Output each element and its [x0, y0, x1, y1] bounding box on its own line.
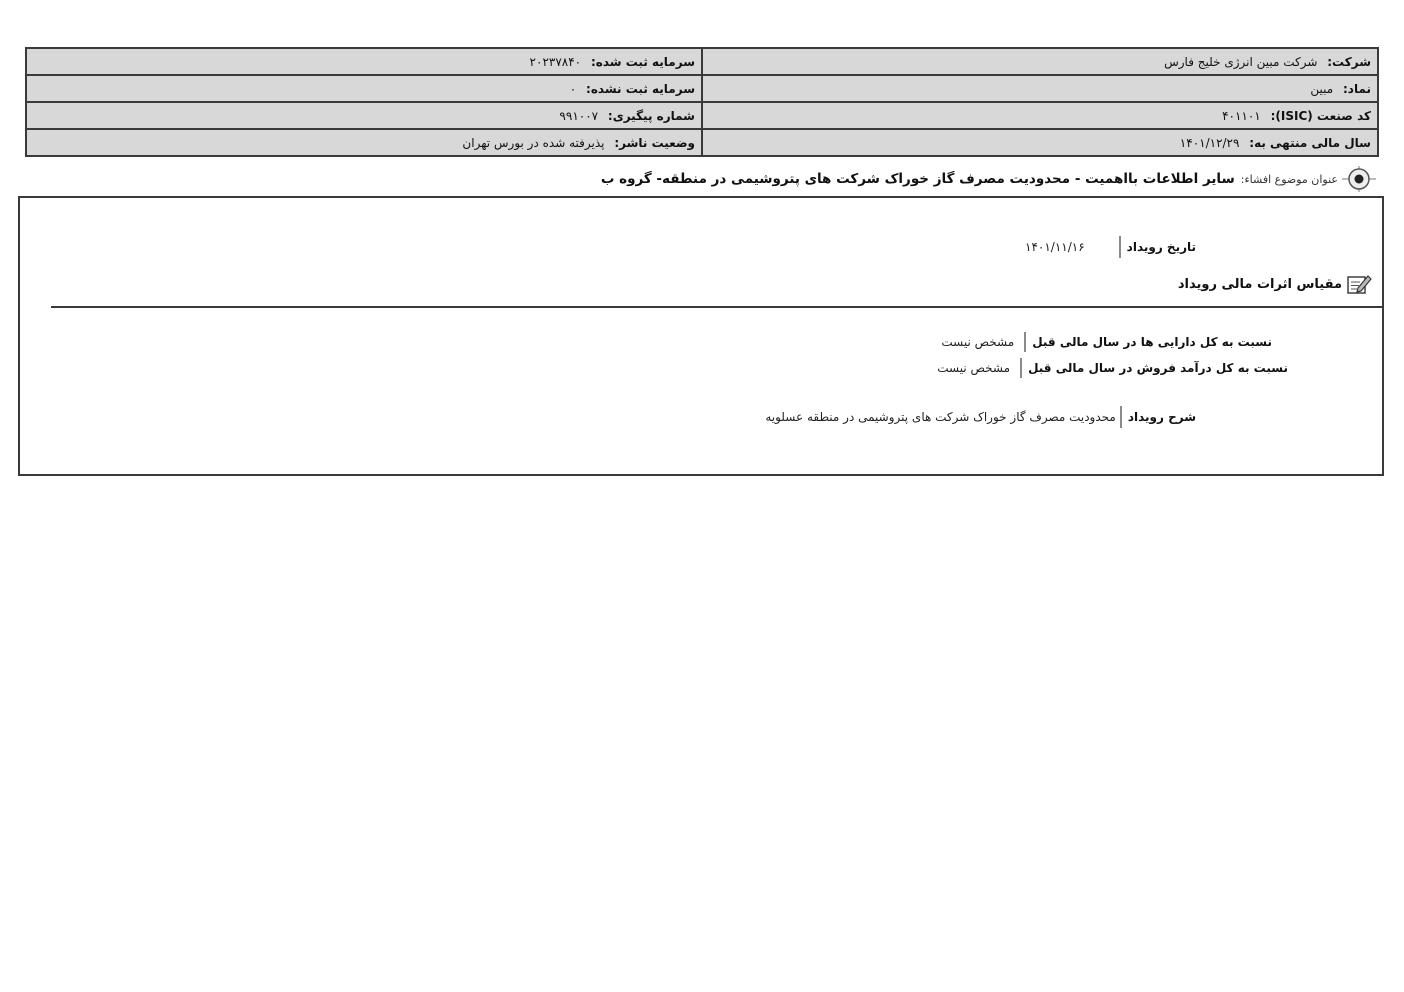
subject-label: عنوان موضوع افشاء:	[1240, 172, 1338, 186]
publisher-status-cell	[26, 129, 702, 156]
section-title-text: مقیاس اثرات مالی رویداد	[1177, 276, 1342, 292]
financial-impact-section-title	[1178, 272, 1372, 296]
info-row	[26, 48, 1378, 75]
revenue-ratio-value: مشخص نیست	[937, 361, 1011, 375]
unregistered-capital-value: ۰	[569, 81, 577, 96]
unregistered-capital-label: سرمایه ثبت نشده:	[586, 81, 695, 96]
symbol-cell	[702, 75, 1378, 102]
fiscal-year-label: سال مالی منتهی به:	[1249, 135, 1371, 150]
revenue-ratio-row	[937, 358, 1288, 378]
section-divider	[51, 306, 1382, 308]
event-date-value: ۱۴۰۱/۱۱/۱۶	[1025, 240, 1085, 254]
info-row	[26, 129, 1378, 156]
isic-value: ۴۰۱۱۰۱	[1222, 108, 1261, 123]
company-label: شرکت:	[1327, 54, 1371, 69]
event-description-label: شرح رویداد	[1127, 410, 1196, 424]
isic-cell	[702, 102, 1378, 129]
publisher-status-label: وضعیت ناشر:	[614, 135, 695, 150]
assets-ratio-row	[941, 332, 1272, 352]
info-row	[26, 75, 1378, 102]
fiscal-year-cell	[702, 129, 1378, 156]
revenue-ratio-label: نسبت به کل درآمد فروش در سال مالی قبل	[1028, 361, 1288, 375]
edit-icon	[1346, 272, 1372, 296]
tracking-value: ۹۹۱۰۰۷	[559, 108, 599, 123]
field-separator	[1119, 236, 1121, 258]
company-info-table	[25, 47, 1379, 157]
registered-capital-label: سرمایه ثبت شده:	[590, 54, 695, 69]
event-panel	[18, 196, 1384, 476]
unregistered-capital-cell	[26, 75, 702, 102]
assets-ratio-value: مشخص نیست	[941, 335, 1015, 349]
registered-capital-cell	[26, 48, 702, 75]
assets-ratio-label: نسبت به کل دارایی ها در سال مالی قبل	[1032, 335, 1272, 349]
info-row	[26, 102, 1378, 129]
tracking-label: شماره پیگیری:	[607, 108, 695, 123]
registered-capital-value: ۲۰۲۳۷۸۴۰	[529, 54, 582, 69]
event-date-row	[1025, 236, 1196, 258]
target-icon	[1342, 166, 1376, 192]
field-separator	[1024, 332, 1026, 352]
company-cell	[702, 48, 1378, 75]
event-date-label: تاریخ رویداد	[1126, 240, 1196, 254]
fiscal-year-value: ۱۴۰۱/۱۲/۲۹	[1179, 135, 1240, 150]
isic-label: کد صنعت (ISIC):	[1270, 108, 1371, 123]
event-description-value: محدودیت مصرف گاز خوراک شرکت های پتروشیمی در منطقه عسلویه	[765, 410, 1116, 424]
field-separator	[1120, 406, 1122, 428]
symbol-value: مبین	[1310, 81, 1334, 96]
symbol-label: نماد:	[1342, 81, 1371, 96]
publisher-status-value: پذیرفته شده در بورس تهران	[462, 135, 605, 150]
company-value: شرکت مبین انرژی خلیج فارس	[1164, 54, 1318, 69]
subject-title: سایر اطلاعات بااهمیت - محدودیت مصرف گاز خوراک شرکت های پتروشیمی در منطقه- گروه ب	[600, 171, 1235, 187]
event-description-row	[765, 406, 1196, 428]
tracking-cell	[26, 102, 702, 129]
disclosure-subject	[40, 166, 1376, 192]
field-separator	[1020, 358, 1022, 378]
